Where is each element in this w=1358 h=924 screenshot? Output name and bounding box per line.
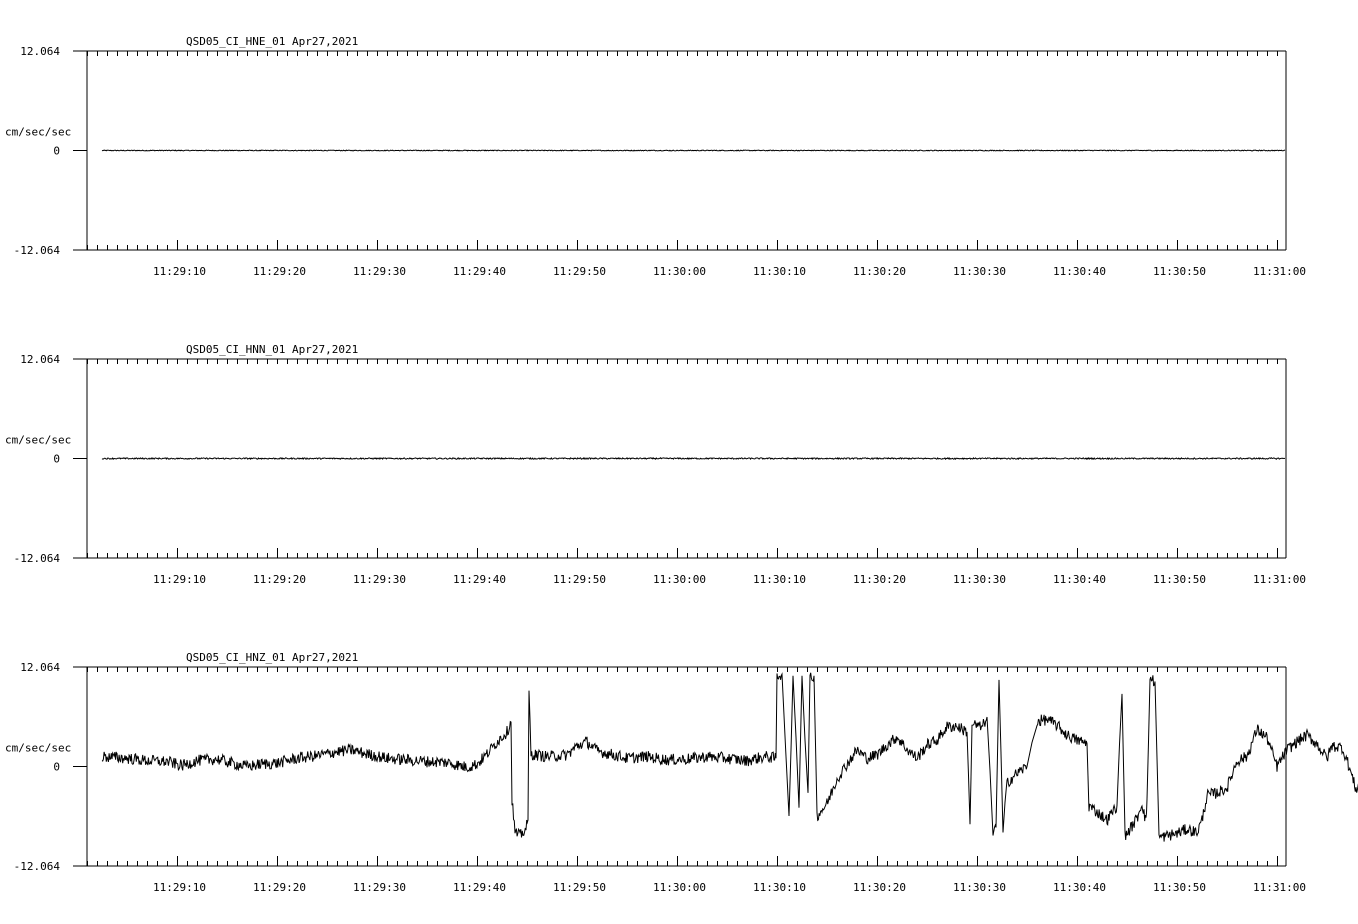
y-axis-label: cm/sec/sec: [5, 741, 72, 755]
x-tick-label: 11:30:00: [653, 573, 706, 586]
x-tick-label: 11:29:50: [553, 881, 606, 894]
x-tick-label: 11:29:40: [453, 265, 506, 278]
x-tick-label: 11:29:50: [553, 265, 606, 278]
series-line-1: [102, 150, 1285, 151]
x-tick-label: 11:30:30: [953, 881, 1006, 894]
x-tick-label: 11:31:00: [1253, 265, 1306, 278]
x-tick-label: 11:30:50: [1153, 265, 1206, 278]
y-tick-label: 0: [53, 452, 60, 466]
x-tick-label: 11:30:30: [953, 573, 1006, 586]
y-tick-label: -12.064: [13, 552, 60, 565]
series-line-1: [102, 458, 1285, 459]
x-tick-label: 11:29:30: [353, 265, 406, 278]
x-tick-label: 11:29:10: [153, 881, 206, 894]
x-tick-label: 11:30:20: [853, 265, 906, 278]
x-tick-label: 11:29:20: [253, 265, 306, 278]
x-tick-label: 11:30:50: [1153, 881, 1206, 894]
x-tick-label: 11:29:20: [253, 573, 306, 586]
y-tick-label: 12.064: [20, 661, 60, 674]
chart-title: QSD05_CI_HNN_01 Apr27,2021: [186, 343, 359, 356]
y-tick-label: 12.064: [20, 353, 60, 366]
chart-title: QSD05_CI_HNZ_01 Apr27,2021: [186, 651, 359, 664]
x-tick-label: 11:30:40: [1053, 265, 1106, 278]
x-tick-label: 11:30:20: [853, 881, 906, 894]
x-tick-label: 11:29:30: [353, 573, 406, 586]
x-tick-label: 11:29:50: [553, 573, 606, 586]
x-tick-label: 11:30:20: [853, 573, 906, 586]
x-tick-label: 11:30:40: [1053, 573, 1106, 586]
y-tick-label: 0: [53, 144, 60, 158]
y-tick-label: -12.064: [13, 244, 60, 257]
x-tick-label: 11:30:50: [1153, 573, 1206, 586]
y-tick-label: 12.064: [20, 45, 60, 58]
x-tick-label: 11:30:40: [1053, 881, 1106, 894]
y-tick-label: 0: [53, 760, 60, 774]
x-tick-label: 11:29:40: [453, 573, 506, 586]
x-tick-label: 11:29:40: [453, 881, 506, 894]
x-tick-label: 11:29:20: [253, 881, 306, 894]
x-tick-label: 11:29:30: [353, 881, 406, 894]
y-axis-label: cm/sec/sec: [5, 433, 72, 447]
x-tick-label: 11:31:00: [1253, 573, 1306, 586]
y-tick-label: -12.064: [13, 860, 60, 873]
x-tick-label: 11:30:00: [653, 881, 706, 894]
x-tick-label: 11:30:00: [653, 265, 706, 278]
x-tick-label: 11:31:00: [1253, 881, 1306, 894]
x-tick-label: 11:29:10: [153, 573, 206, 586]
chart-panel-3: [5, 651, 1358, 894]
y-axis-label: cm/sec/sec: [5, 125, 72, 139]
chart-title: QSD05_CI_HNE_01 Apr27,2021: [186, 35, 359, 48]
chart-panel-1: [5, 35, 1306, 278]
x-tick-label: 11:29:10: [153, 265, 206, 278]
x-tick-label: 11:30:10: [753, 881, 806, 894]
x-tick-label: 11:30:10: [753, 265, 806, 278]
x-tick-label: 11:30:30: [953, 265, 1006, 278]
series-line-1: [102, 673, 1358, 842]
x-tick-label: 11:30:10: [753, 573, 806, 586]
chart-panel-2: [5, 343, 1306, 586]
